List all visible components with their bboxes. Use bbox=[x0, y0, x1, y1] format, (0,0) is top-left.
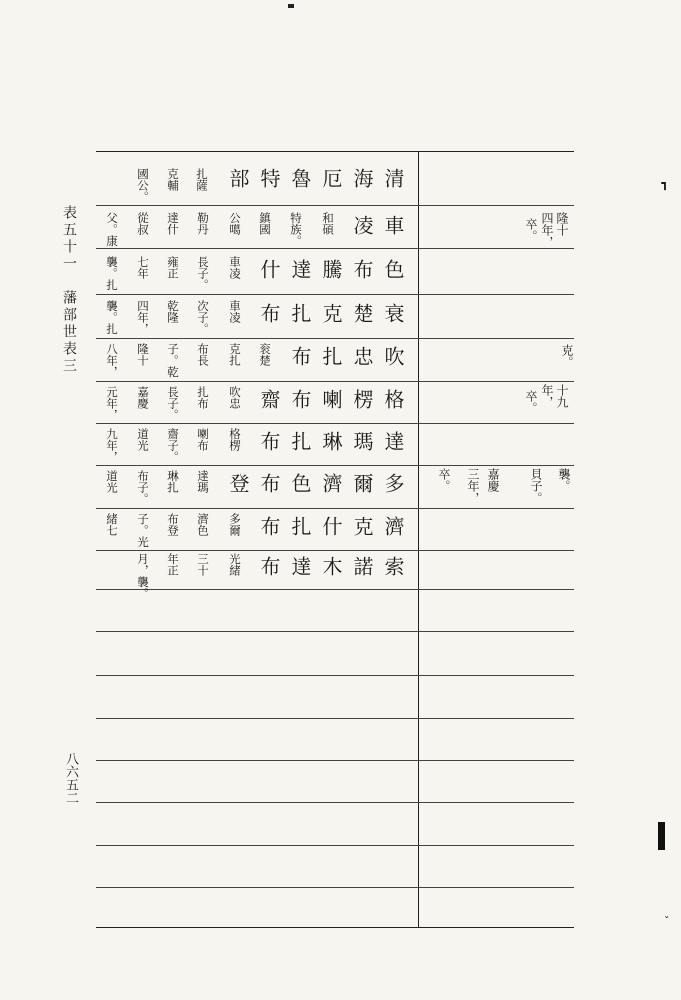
ink-mark-dot: ˇ bbox=[664, 915, 670, 928]
row-note: 楚 bbox=[350, 303, 374, 324]
row-note: 襲。扎 bbox=[105, 300, 119, 335]
row-note: 瑪 bbox=[350, 431, 374, 452]
row-note: 齋子。 bbox=[166, 428, 180, 463]
row-note: 克輔 bbox=[166, 168, 180, 191]
row-note: 布子。 bbox=[136, 470, 150, 505]
row-name: 吹 bbox=[381, 346, 405, 367]
right-note: 嘉慶 bbox=[486, 468, 500, 492]
row-note: 克 bbox=[350, 516, 374, 537]
row-note: 年正 bbox=[166, 553, 180, 576]
row-note: 長子。 bbox=[166, 386, 180, 421]
row-note: 忠 bbox=[350, 346, 374, 367]
rule-row bbox=[96, 675, 574, 676]
row-note: 八年， bbox=[105, 343, 119, 378]
row-note: 凌 bbox=[350, 215, 374, 236]
right-note: 隆十 bbox=[555, 212, 569, 236]
row-note: 子。乾 bbox=[166, 343, 180, 378]
row-note: 緒七 bbox=[105, 513, 119, 536]
row-note: 車凌 bbox=[228, 256, 242, 279]
row-name: 索 bbox=[381, 556, 405, 577]
row-note: 楞 bbox=[350, 389, 374, 410]
row-note: 光緒 bbox=[228, 553, 242, 576]
margin-title: 表五十一 藩部世表三 bbox=[61, 205, 77, 375]
row-note: 濟色 bbox=[196, 513, 210, 536]
row-note: 布長 bbox=[196, 343, 210, 366]
row-note: 月，襲。 bbox=[136, 553, 150, 599]
row-note: 七年 bbox=[136, 256, 150, 279]
row-name: 色 bbox=[381, 259, 405, 280]
ink-mark-edge bbox=[658, 822, 665, 850]
row-note: 什 bbox=[257, 259, 281, 280]
rule-row bbox=[96, 802, 574, 803]
row-note: 鎮國 bbox=[258, 212, 272, 235]
row-name: 清 bbox=[381, 168, 405, 189]
rule-row bbox=[96, 465, 574, 466]
row-note: 布 bbox=[288, 389, 312, 410]
row-note: 格楞 bbox=[228, 428, 242, 451]
row-name: 濟 bbox=[381, 516, 405, 537]
row-note: 衮楚 bbox=[258, 343, 272, 366]
row-note: 扎 bbox=[319, 346, 343, 367]
row-note: 吹忠 bbox=[228, 386, 242, 409]
row-note: 元年， bbox=[105, 386, 119, 421]
right-note: 卒。 bbox=[524, 218, 538, 242]
right-note: 克。 bbox=[560, 344, 574, 368]
row-name: 車 bbox=[381, 215, 405, 236]
row-note: 隆十 bbox=[136, 343, 150, 366]
row-note: 布 bbox=[257, 303, 281, 324]
row-note: 濟 bbox=[319, 473, 343, 494]
row-name: 達 bbox=[381, 431, 405, 452]
row-note: 琳扎 bbox=[166, 470, 180, 493]
row-note: 車凌 bbox=[228, 300, 242, 323]
row-note: 魯 bbox=[288, 168, 312, 189]
row-name: 多 bbox=[381, 473, 405, 494]
row-note: 登 bbox=[226, 473, 250, 494]
row-note: 扎 bbox=[288, 431, 312, 452]
row-note: 襲。扎 bbox=[105, 256, 119, 291]
rule-row bbox=[96, 205, 574, 206]
row-note: 多爾 bbox=[228, 513, 242, 536]
rule-row bbox=[96, 248, 574, 249]
row-note: 布 bbox=[257, 473, 281, 494]
row-note: 父。康 bbox=[105, 212, 119, 247]
row-note: 達 bbox=[288, 259, 312, 280]
rule-row bbox=[96, 423, 574, 424]
row-note: 布 bbox=[288, 346, 312, 367]
row-note: 三十 bbox=[196, 553, 210, 576]
row-note: 達瑪 bbox=[196, 470, 210, 493]
row-note: 九年， bbox=[105, 428, 119, 463]
row-note: 國公。 bbox=[136, 168, 150, 203]
rule-row bbox=[96, 631, 574, 632]
right-note: 襲。 bbox=[557, 468, 571, 492]
right-note: 四年， bbox=[540, 212, 554, 248]
rule-row bbox=[96, 381, 574, 382]
row-note: 子。光 bbox=[136, 513, 150, 548]
row-note: 公噶 bbox=[228, 212, 242, 235]
row-name: 衰 bbox=[381, 303, 405, 324]
row-note: 布 bbox=[257, 556, 281, 577]
page-number: 八六五二 bbox=[63, 752, 78, 804]
row-note: 扎布 bbox=[196, 386, 210, 409]
row-note: 布 bbox=[257, 516, 281, 537]
row-note: 色 bbox=[288, 473, 312, 494]
rule-row bbox=[96, 294, 574, 295]
row-note: 諾 bbox=[350, 556, 374, 577]
right-note: 卒。 bbox=[524, 390, 538, 414]
ink-mark-right: ┓ bbox=[658, 176, 672, 190]
row-note: 道光 bbox=[136, 428, 150, 451]
rule-top bbox=[96, 151, 574, 152]
column-divider bbox=[418, 152, 419, 927]
row-note: 部 bbox=[226, 168, 250, 189]
row-note: 騰 bbox=[319, 259, 343, 280]
rule-row bbox=[96, 718, 574, 719]
row-note: 長子。 bbox=[196, 256, 210, 291]
right-note: 十九 bbox=[555, 384, 569, 408]
rule-row bbox=[96, 845, 574, 846]
row-note: 海 bbox=[350, 168, 374, 189]
rule-row bbox=[96, 760, 574, 761]
row-note: 厄 bbox=[319, 168, 343, 189]
right-note: 三年， bbox=[466, 468, 480, 504]
row-note: 布 bbox=[257, 431, 281, 452]
row-note: 什 bbox=[319, 516, 343, 537]
ink-mark-top bbox=[288, 4, 294, 8]
row-note: 特族。 bbox=[289, 212, 303, 247]
row-note: 達什 bbox=[166, 212, 180, 235]
row-note: 勒丹 bbox=[196, 212, 210, 235]
row-note: 雍正 bbox=[166, 256, 180, 279]
row-note: 扎 bbox=[288, 516, 312, 537]
row-note: 布登 bbox=[166, 513, 180, 536]
rule-row bbox=[96, 589, 574, 590]
row-note: 琳 bbox=[319, 431, 343, 452]
row-note: 特 bbox=[257, 168, 281, 189]
row-name: 格 bbox=[381, 389, 405, 410]
row-note: 克 bbox=[319, 303, 343, 324]
row-note: 次子。 bbox=[196, 300, 210, 335]
right-note: 卒。 bbox=[437, 468, 451, 492]
row-note: 從叔 bbox=[136, 212, 150, 235]
rule-row bbox=[96, 887, 574, 888]
row-note: 四年， bbox=[136, 300, 150, 335]
rule-bottom bbox=[96, 927, 574, 928]
row-note: 喇布 bbox=[196, 428, 210, 451]
row-note: 喇 bbox=[319, 389, 343, 410]
row-note: 道光 bbox=[105, 470, 119, 493]
row-note: 克扎 bbox=[228, 343, 242, 366]
row-note: 爾 bbox=[350, 473, 374, 494]
row-note: 齋 bbox=[257, 389, 281, 410]
row-note: 嘉慶 bbox=[136, 386, 150, 409]
rule-row bbox=[96, 550, 574, 551]
row-note: 乾隆 bbox=[166, 300, 180, 323]
row-note: 木 bbox=[319, 556, 343, 577]
row-note: 扎 bbox=[288, 303, 312, 324]
rule-row bbox=[96, 508, 574, 509]
row-note: 達 bbox=[288, 556, 312, 577]
right-note: 貝子。 bbox=[529, 468, 543, 504]
row-note: 扎薩 bbox=[195, 168, 209, 191]
row-note: 布 bbox=[350, 259, 374, 280]
row-note: 和碩 bbox=[321, 212, 335, 235]
right-note: 年， bbox=[540, 384, 554, 408]
rule-row bbox=[96, 338, 574, 339]
